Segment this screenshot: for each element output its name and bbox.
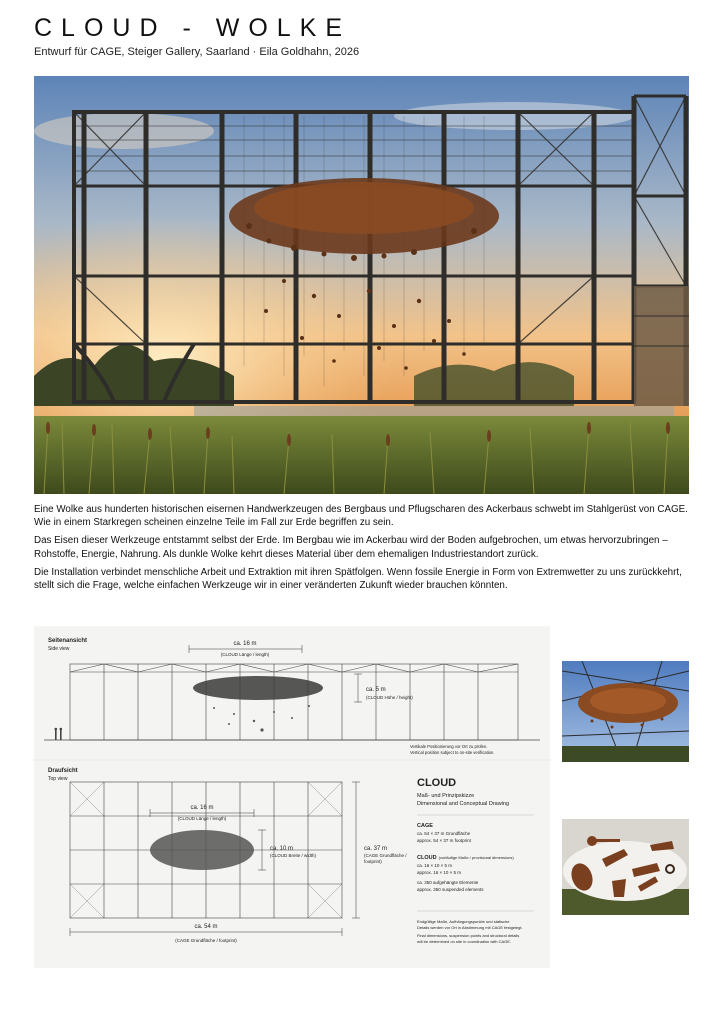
top-footprint-caption: (CAGE Grundfläche / footprint)	[175, 938, 237, 943]
top-length-caption: (CLOUD Länge / length)	[177, 816, 227, 821]
description-paragraph-2: Das Eisen dieser Werkzeuge entstammt selbst der Erde. Im Bergbau wie im Ackerbau wird der Boden aufgebrochen, um etwas hervorzubringen – Rohstoffe, Energie, Nahrung. Als dunkle Wolke kehrt dieses Material über dem ehemaligen Industriestandort zurück.	[34, 535, 668, 560]
side-height-caption: (CLOUD Höhe / height)	[366, 695, 413, 700]
dimensional-drawing	[34, 626, 550, 968]
side-view-label-en: Side view	[48, 646, 70, 652]
legend-cage-line2: approx. 54 × 37 m footprint	[417, 838, 471, 843]
top-depth-dimension	[352, 782, 360, 918]
legend-cage-heading: CAGE	[417, 823, 433, 829]
legend-footnote-en-2: will be determined on site in coordination with CAGE.	[417, 939, 512, 944]
side-length-value: ca. 16 m	[233, 641, 257, 647]
legend-cloud-line1: ca. 16 × 10 × 5 m	[417, 863, 453, 868]
top-view-label-en: Top view	[48, 776, 68, 782]
legend-footnote-en-1: Final dimensions, suspension points and structural details	[417, 933, 520, 938]
legend-cloud-heading-suffix: (vorläufige Maße / provisional dimensions)	[438, 855, 514, 860]
falling-elements	[213, 705, 310, 732]
top-width-caption: (CLOUD Breite / width)	[270, 853, 317, 858]
description-paragraph-3: Die Installation verbindet menschliche Arbeit und Extraktion mit ihren Spätfolgen. Wenn fossile Energie in Form von Extremwetter zu uns zurückkehrt, stellt sich die Frage, welche einfachen Werkzeuge wir in einer veränderten Zukunft wieder brauchen könnten.	[34, 566, 682, 592]
scale-figures	[55, 728, 63, 740]
top-footprint-value: ca. 54 m	[194, 924, 218, 930]
page-subtitle: Entwurf für CAGE, Steiger Gallery, Saarland · Eila Goldhahn, 2026	[34, 46, 360, 58]
top-length-value: ca. 16 m	[190, 805, 214, 811]
side-view-note-en: Vertical position subject to on-site verification.	[410, 750, 495, 755]
legend-footnote-de-2: Details werden vor Ort in Abstimmung mit CAGE festgelegt.	[417, 925, 523, 930]
legend-elements-line2: approx. 350 suspended elements	[417, 887, 484, 892]
legend-cloud-heading-label: CLOUD	[417, 855, 437, 861]
cloud-top-silhouette	[150, 830, 254, 870]
legend-subtitle-de: Maß- und Prinzipskizze	[417, 793, 475, 799]
page-title: CLOUD - WOLKE	[34, 14, 352, 42]
legend-elements-line1: ca. 350 aufgehängte Elemente	[417, 880, 479, 885]
top-width-value: ca. 10 m	[270, 846, 294, 852]
description	[34, 503, 690, 597]
hero-photo	[34, 76, 689, 494]
side-length-caption: (CLOUD Länge / length)	[220, 652, 270, 657]
legend-footnote-de-1: Endgültige Maße, Aufhängungspunkte und statische	[417, 919, 510, 924]
legend-title: CLOUD	[417, 777, 457, 789]
side-view-label: Seitenansicht	[48, 638, 88, 644]
side-view-note: Vertikale Positionierung vor Ort zu prüfen.	[410, 744, 488, 749]
side-height-dimension	[354, 674, 362, 702]
legend-cage-line1: ca. 54 × 37 m Grundfläche	[417, 831, 471, 836]
legend-cloud-line2: approx. 16 × 10 × 5 m	[417, 870, 462, 875]
thumbnail-tools	[562, 819, 689, 915]
side-height-value: ca. 5 m	[366, 687, 386, 693]
legend-cloud-heading	[417, 855, 514, 861]
top-depth-value: ca. 37 m	[364, 846, 388, 852]
top-depth-caption: (CAGE Grundfläche /	[364, 853, 407, 858]
top-depth-caption-2: footprint)	[364, 859, 382, 864]
thumbnail-cloud-render	[562, 661, 689, 762]
side-view-structure	[44, 664, 540, 740]
cloud-side-silhouette	[193, 676, 323, 700]
description-paragraph-1: Eine Wolke aus hunderten historischen eisernen Handwerkzeugen des Bergbaus und Pflugscharen des Ackerbaus schwebt im Stahlgerüst von CAGE. Wie in einem Starkregen scheinen einzelne Teile im Fall zur Erde begriffen zu sein.	[34, 504, 688, 529]
top-view-label: Draufsicht	[48, 768, 78, 774]
legend-subtitle-en: Dimensional and Conceptual Drawing	[417, 801, 510, 807]
